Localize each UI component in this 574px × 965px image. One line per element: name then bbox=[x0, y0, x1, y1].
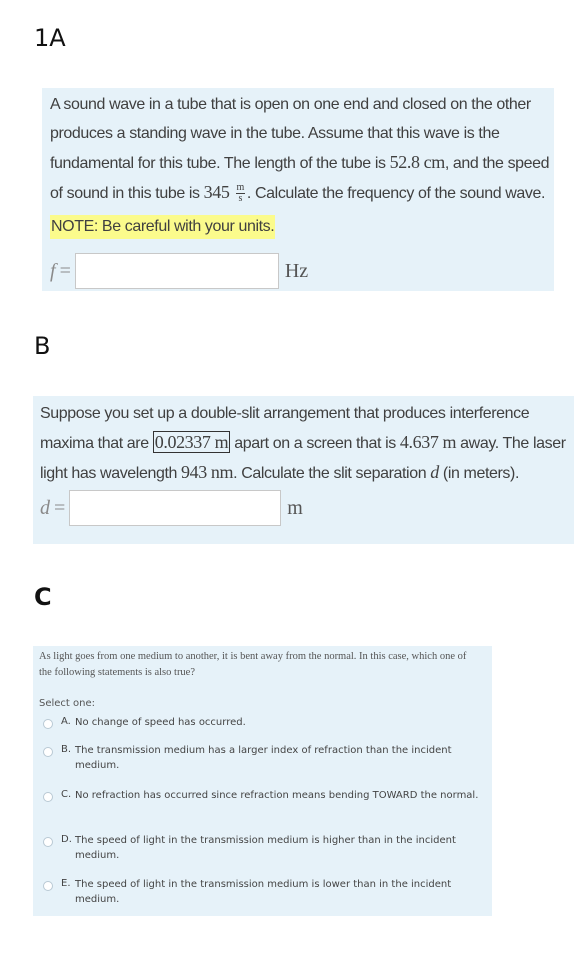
radio-button-c[interactable] bbox=[43, 792, 53, 802]
option-letter: A. bbox=[61, 716, 71, 727]
radio-button-a[interactable] bbox=[43, 719, 53, 729]
option-d[interactable] bbox=[43, 834, 483, 863]
unit-m: m bbox=[287, 496, 303, 519]
distance-value: 4.637 m bbox=[399, 432, 457, 452]
variable-f: f bbox=[50, 259, 56, 282]
spacing-value: 0.02337 m bbox=[154, 432, 229, 452]
section-a-heading: 1A bbox=[34, 24, 66, 52]
variable-d: d bbox=[40, 496, 50, 519]
question-text: A sound wave in a tube that is open on one end and closed on the other produces a standing wave in the tube. Assume that this wave is the fundamental for this tube. The length of the tube is bbox=[50, 96, 531, 172]
equals-sign: = bbox=[59, 259, 71, 282]
question-text: . Calculate the slit separation bbox=[233, 465, 431, 482]
question-text: apart on a screen that is bbox=[230, 435, 400, 452]
option-c[interactable] bbox=[43, 789, 483, 803]
answer-row-f bbox=[50, 253, 308, 289]
section-b-question bbox=[40, 399, 574, 488]
radio-button-b[interactable] bbox=[43, 747, 53, 757]
section-a-panel bbox=[42, 88, 554, 291]
question-text: Suppose you set up a double-slit arrangement that produces interference maxima that are bbox=[40, 405, 530, 452]
radio-button-e[interactable] bbox=[43, 881, 53, 891]
speed-unit-fraction bbox=[236, 183, 245, 204]
option-text: The speed of light in the transmission medium is lower than in the incident medium. bbox=[75, 879, 452, 905]
speed-unit-numerator: m bbox=[236, 182, 244, 194]
option-letter: D. bbox=[61, 834, 72, 845]
option-letter: C. bbox=[61, 789, 72, 800]
section-c-panel bbox=[33, 646, 492, 916]
radio-button-d[interactable] bbox=[43, 837, 53, 847]
answer-row-d bbox=[40, 490, 303, 526]
speed-unit-denominator: s bbox=[238, 193, 242, 205]
section-b-heading: B bbox=[34, 332, 51, 360]
option-letter: E. bbox=[61, 878, 71, 889]
option-a[interactable] bbox=[43, 716, 483, 730]
option-text: No refraction has occurred since refraction means bending TOWARD the normal. bbox=[75, 790, 479, 801]
option-letter: B. bbox=[61, 744, 72, 755]
option-b[interactable] bbox=[43, 744, 483, 773]
wavelength-value: 943 nm bbox=[181, 462, 234, 482]
option-e[interactable] bbox=[43, 878, 483, 907]
slit-separation-input[interactable] bbox=[69, 490, 281, 526]
option-text: The speed of light in the transmission medium is higher than in the incident medium. bbox=[75, 835, 456, 861]
section-b-panel bbox=[33, 396, 574, 544]
option-text: No change of speed has occurred. bbox=[75, 717, 246, 728]
option-text: The transmission medium has a larger index of refraction than the incident medium. bbox=[75, 745, 452, 771]
inline-variable-d: d bbox=[430, 462, 439, 482]
select-one-label: Select one: bbox=[39, 698, 96, 709]
question-text: , and the speed of sound in this tube is bbox=[50, 155, 550, 202]
section-a-question bbox=[50, 90, 550, 208]
section-c-heading: C bbox=[34, 583, 52, 611]
frequency-input[interactable] bbox=[75, 253, 279, 289]
question-text: (in meters). bbox=[438, 465, 519, 482]
note-row bbox=[50, 212, 548, 241]
section-c-question: As light goes from one medium to another, it is bent away from the normal. In this case, which one of the following statements is also true? bbox=[39, 651, 467, 678]
speed-value: 345 bbox=[203, 182, 230, 202]
equals-sign: = bbox=[54, 496, 66, 519]
unit-hz: Hz bbox=[284, 259, 309, 282]
units-note: NOTE: Be careful with your units. bbox=[50, 215, 275, 239]
length-value: 52.8 cm bbox=[389, 152, 445, 172]
question-text: . Calculate the frequency of the sound wave. bbox=[246, 185, 546, 202]
question-text: away. The laser light has wavelength bbox=[40, 435, 566, 482]
